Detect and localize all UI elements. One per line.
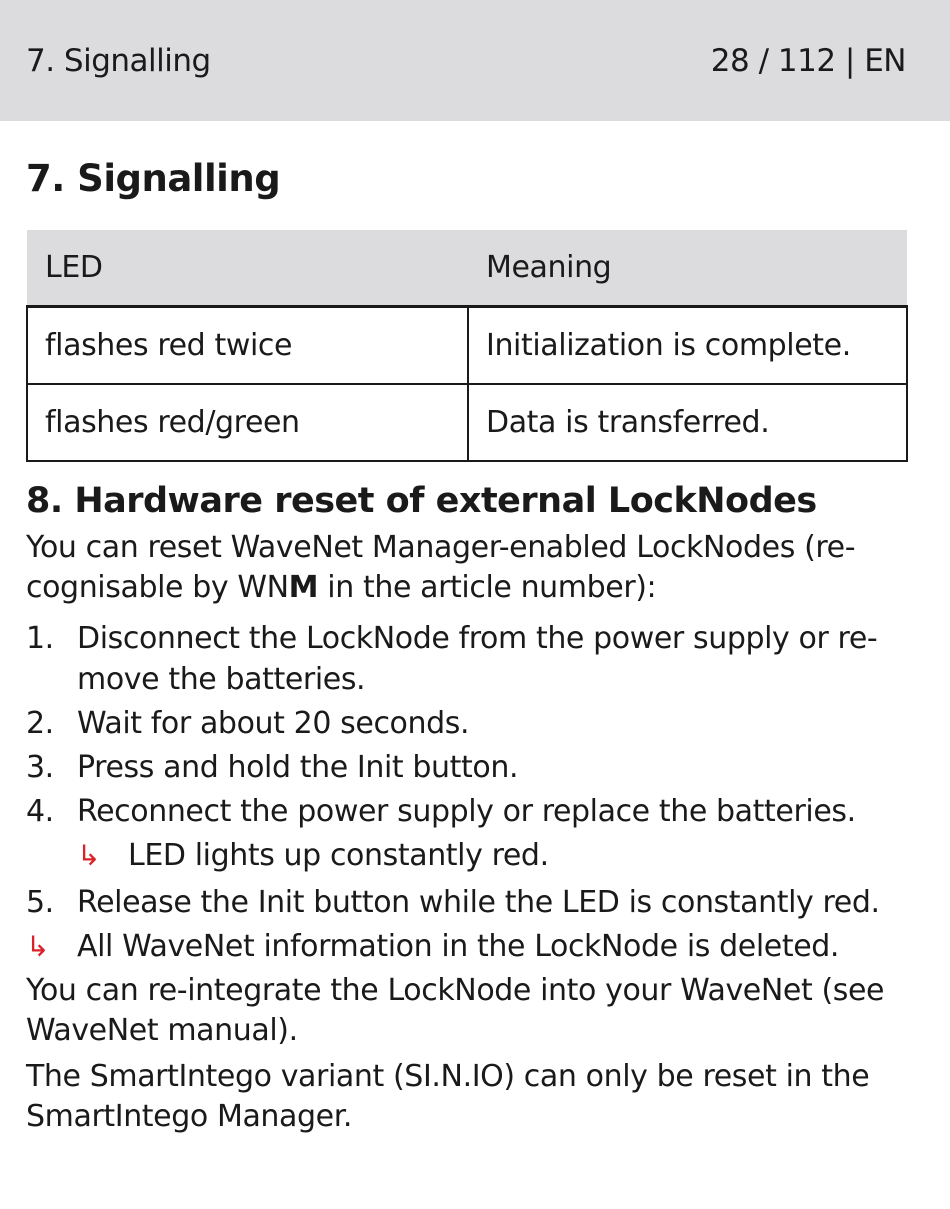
led-signal-table xyxy=(26,230,908,462)
section-7-title: 7. Signalling xyxy=(26,157,281,200)
page-header xyxy=(0,0,950,121)
header-section-title: 7. Signalling xyxy=(26,42,211,79)
intro-bold-letter: M xyxy=(288,570,319,606)
table-header-led: LED xyxy=(27,230,468,307)
table-header-row xyxy=(27,230,907,307)
step-text: Wait for about 20 seconds. xyxy=(77,706,470,742)
table-cell-meaning: Initialization is complete. xyxy=(468,307,907,385)
list-item xyxy=(26,791,908,832)
result-arrow-icon: ↳ xyxy=(26,930,50,964)
table-row xyxy=(27,384,907,461)
step-number: 1. xyxy=(26,621,54,657)
reset-steps-list-continued xyxy=(26,882,908,923)
table-cell-led: flashes red/green xyxy=(27,384,468,461)
reintegrate-paragraph: You can re-integrate the LockNode into your WaveNet (see WaveNet manual). xyxy=(26,973,885,1049)
section-8-title: 8. Hardware reset of external LockNodes xyxy=(26,481,817,522)
smartintego-paragraph: The SmartIntego variant (SI.N.IO) can only be reset in the SmartIntego Manager. xyxy=(26,1059,870,1135)
result-arrow-icon: ↳ xyxy=(77,839,101,873)
table-header-meaning: Meaning xyxy=(468,230,907,307)
step-number: 4. xyxy=(26,794,54,830)
list-item xyxy=(26,618,908,700)
intro-paragraph xyxy=(26,528,908,608)
table-row xyxy=(27,307,907,385)
list-item xyxy=(26,882,908,923)
list-item xyxy=(26,703,908,744)
page-content xyxy=(0,121,950,1137)
step-text: Disconnect the LockNode from the power supply or re-move the batteries. xyxy=(77,621,878,698)
step-number: 5. xyxy=(26,885,54,921)
step-4-result xyxy=(26,835,908,876)
result-text: LED lights up constantly red. xyxy=(128,838,549,874)
step-text: Reconnect the power supply or replace the batteries. xyxy=(77,794,856,830)
list-item xyxy=(26,747,908,788)
intro-text-end: in the article number): xyxy=(318,570,657,606)
header-page-number: 28 / 112 | EN xyxy=(710,42,906,79)
intro-text: You can reset WaveNet Manager-enabled LockNodes (re-cognisable by WN xyxy=(26,530,856,606)
step-text: Press and hold the Init button. xyxy=(77,750,519,786)
step-number: 3. xyxy=(26,750,54,786)
table-cell-meaning: Data is transferred. xyxy=(468,384,907,461)
reset-steps-list xyxy=(26,618,908,832)
table-cell-led: flashes red twice xyxy=(27,307,468,385)
step-number: 2. xyxy=(26,706,54,742)
final-result xyxy=(26,926,908,967)
step-text: Release the Init button while the LED is constantly red. xyxy=(77,885,880,921)
result-text: All WaveNet information in the LockNode is deleted. xyxy=(77,929,840,965)
